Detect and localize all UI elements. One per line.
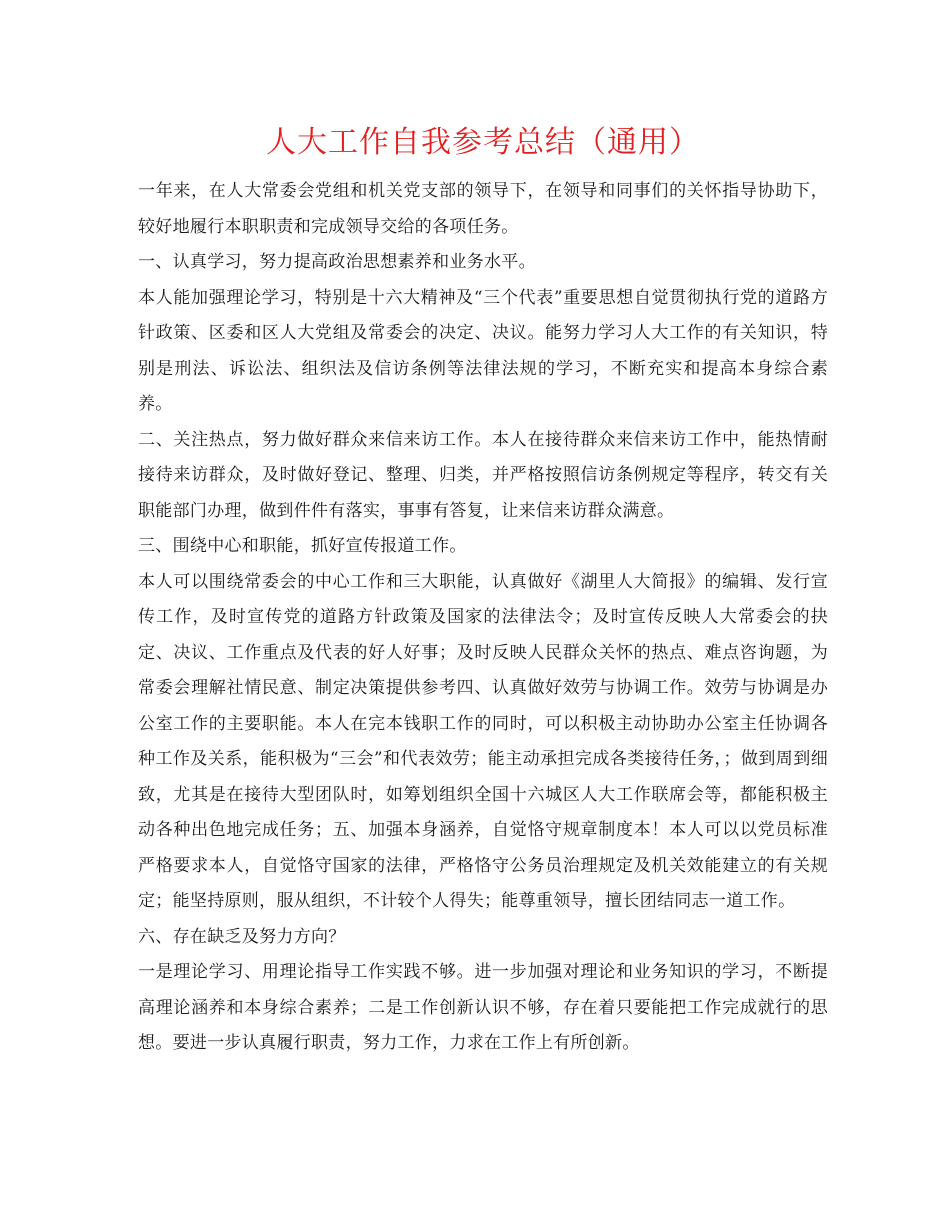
paragraph-heading-6: 六、存在缺乏及努力方向？ [138, 926, 346, 947]
paragraph-heading-2: 二、关注热点，努力做好群众来信来访工作。本人在接待群众来信来访工作中，能热情耐接待来访群众，及时做好登记、整理、归类，并严格按照信访条例规定等程序，转交有关职能部门办理，做到件件有落实，事事有答复，让来信来访群众满意。 [138, 429, 828, 521]
paragraph-heading-1: 一、认真学习，努力提高政治思想素养和业务水平。 [138, 252, 536, 272]
document-title: 人大工作自我参考总结（通用） [266, 125, 700, 160]
paragraph-study: 本人能加强理论学习，特别是十六大精神及“三个代表”重要思想自觉贯彻执行党的道路方针政策、区委和区人大党组及常委会的决定、决议。能努力学习人大工作的有关知识，特别是刑法、诉讼法、组织法及信访条例等法律法规的学习，不断充实和提高本身综合素养。 [138, 287, 828, 414]
paragraph-heading-3: 三、围绕中心和职能，抓好宣传报道工作。 [138, 536, 467, 556]
paragraph-improvement: 一是理论学习、用理论指导工作实践不够。进一步加强对理论和业务知识的学习，不断提高理论涵养和本身综合素养；二是工作创新认识不够，存在着只要能把工作完成就行的思想。要进一步认真履行职责，努力工作，力求在工作上有所创新。 [138, 962, 828, 1053]
document-page [138, 118, 828, 1062]
paragraph-intro: 一年来，在人大常委会党组和机关党支部的领导下，在领导和同事们的关怀指导协助下，较好地履行本职职责和完成领导交给的各项任务。 [138, 181, 828, 237]
paragraph-publicity: 本人可以围绕常委会的中心工作和三大职能，认真做好《湖里人大简报》的编辑、发行宣传工作，及时宣传党的道路方针政策及国家的法律法令；及时宣传反映人大常委会的抉定、决议、工作重点及代表的好人好事；及时反映人民群众关怀的热点、难点咨询题，为常委会理解社情民意、制定决策提供参考四、认真做好效劳与协调工作。效劳与协调是办公室工作的主要职能。本人在完本钱职工作的同时，可以积极主动协助办公室主任协调各种工作及关系，能积极为“三会”和代表效劳；能主动承担完成各类接待任务，；做到周到细致，尤其是在接待大型团队时，如筹划组织全国十六城区人大工作联席会等，都能积极主动各种出色地完成任务；五、加强本身涵养，自觉恪守规章制度本！本人可以以党员标准严格要求本人，自觉恪守国家的法律，严格恪守公务员治理规定及机关效能建立的有关规定；能坚持原则，服从组织，不计较个人得失；能尊重领导，擅长团结同志一道工作。 [138, 571, 828, 911]
